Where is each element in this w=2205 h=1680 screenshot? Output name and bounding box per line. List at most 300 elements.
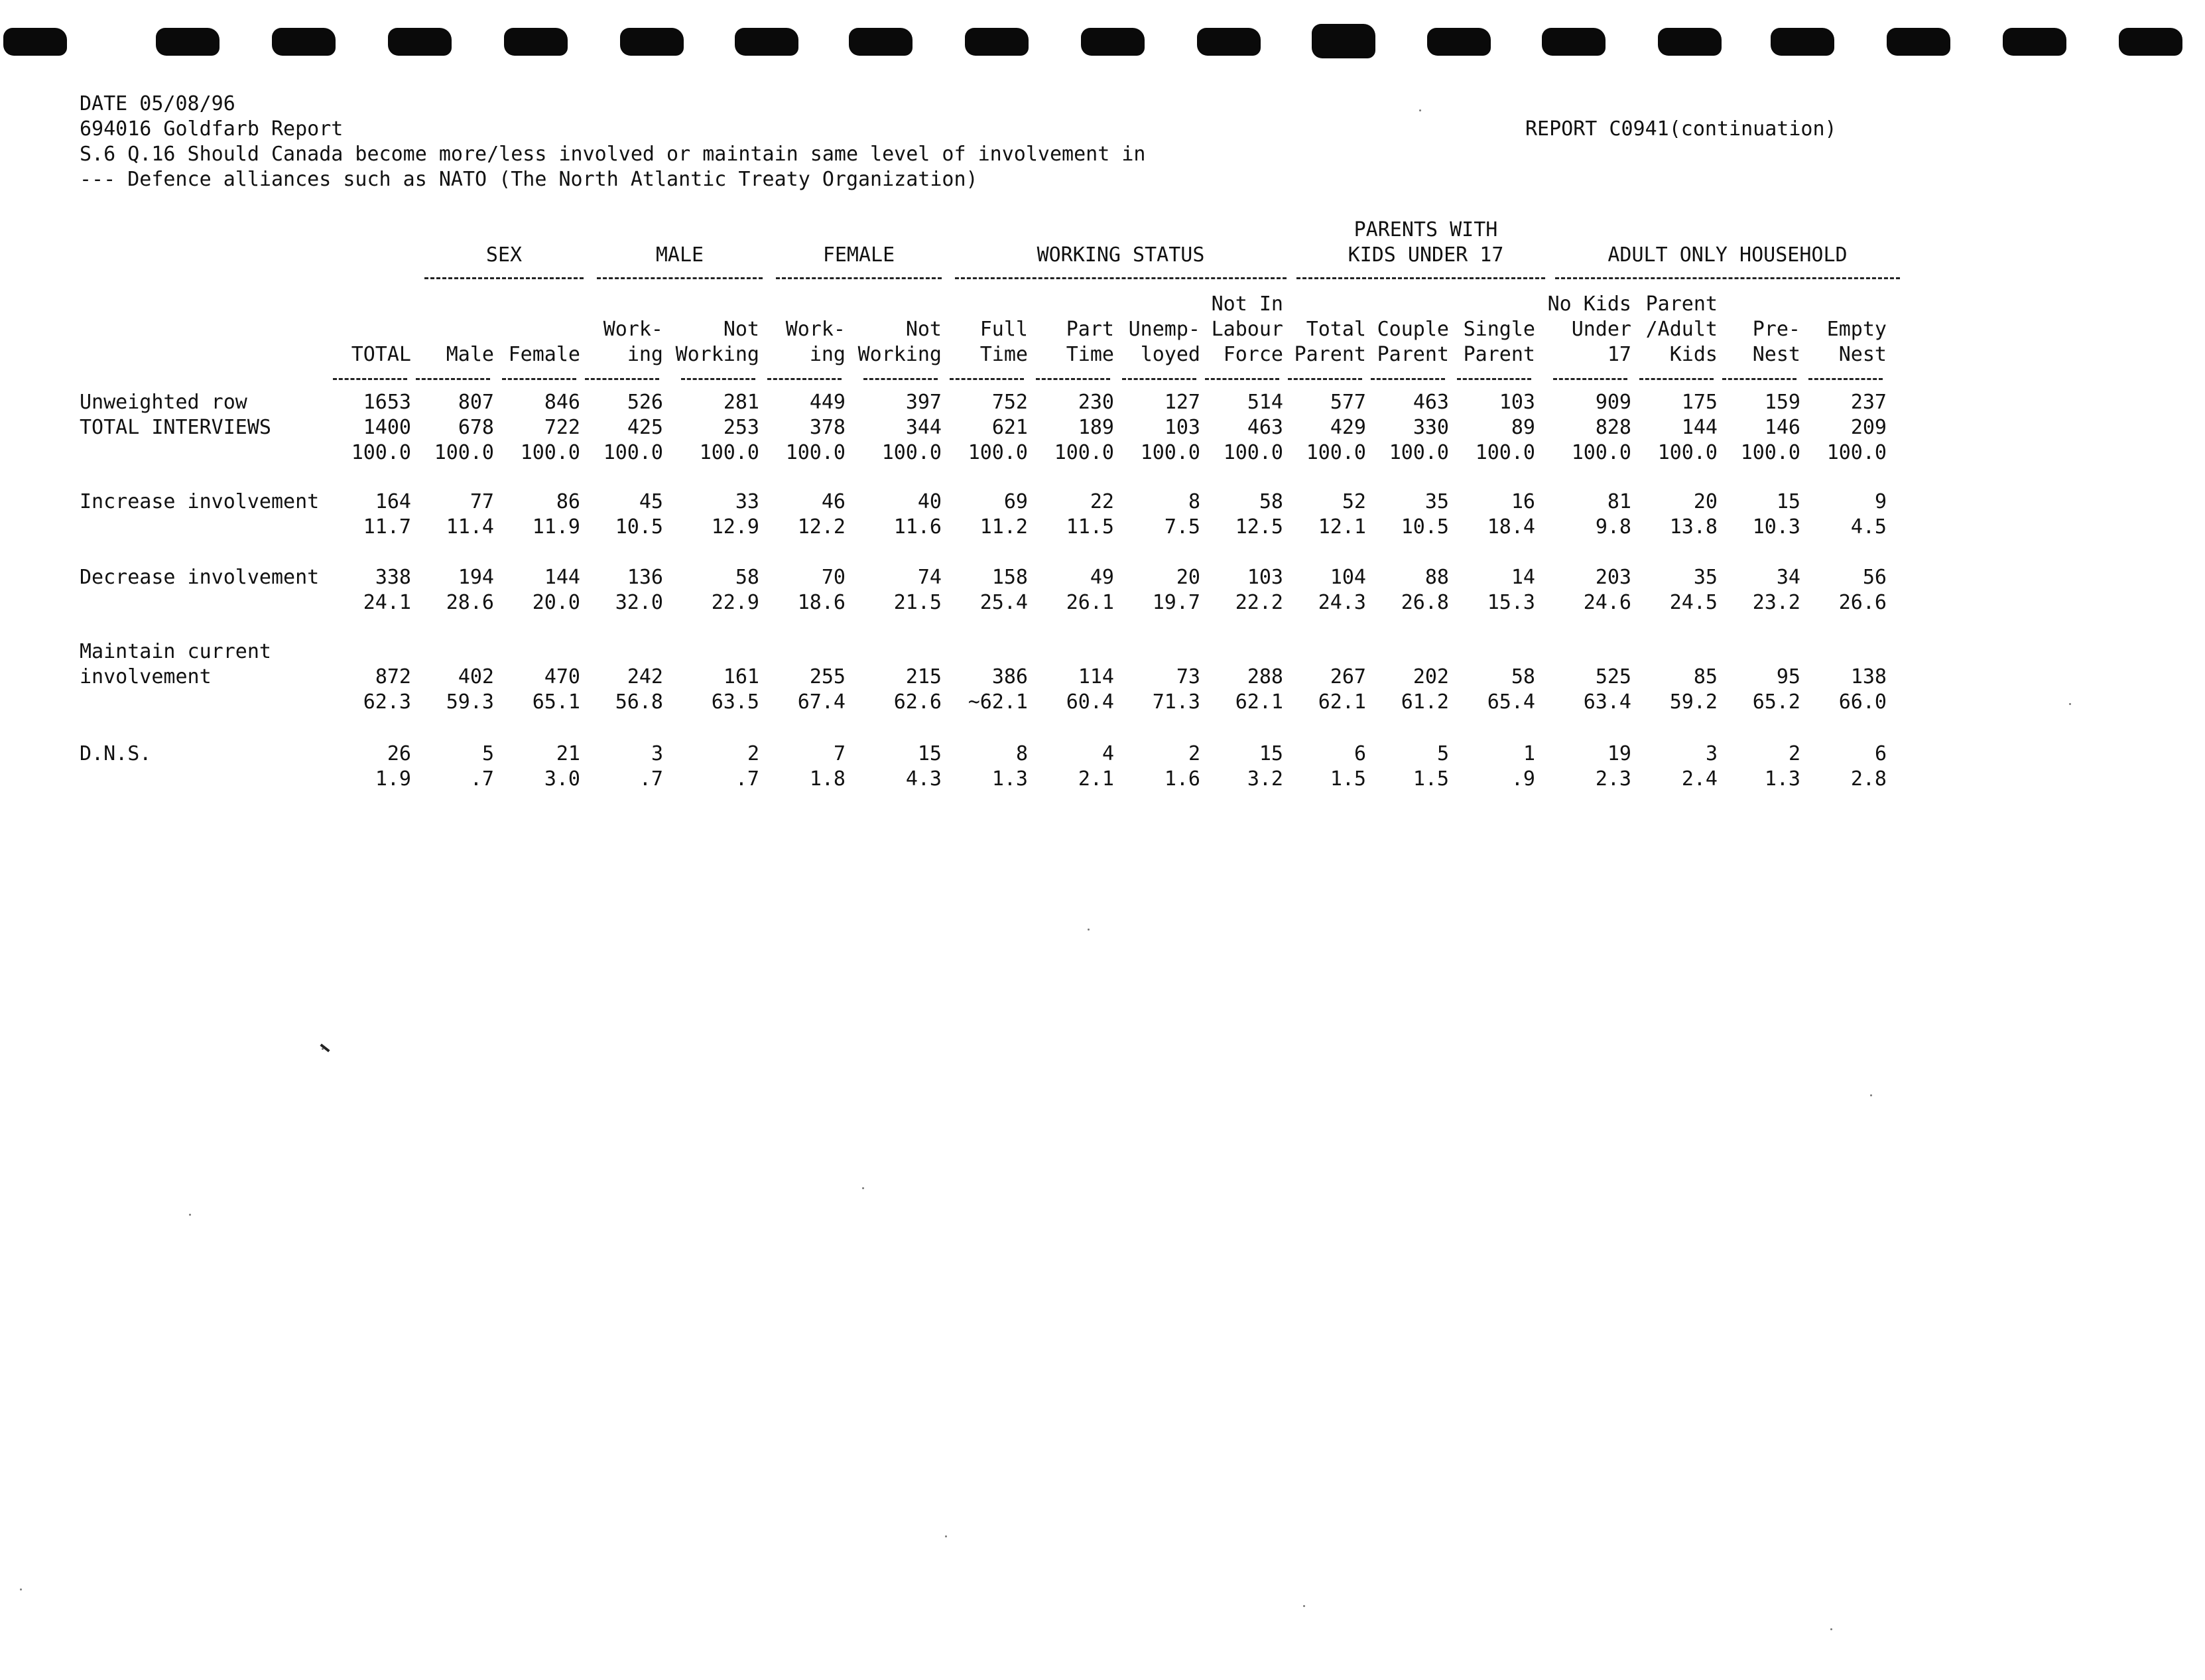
table-cell: 58 bbox=[1511, 665, 1535, 688]
table-cell: 58 bbox=[1259, 490, 1283, 513]
column-rule bbox=[767, 378, 842, 380]
punch-hole bbox=[1081, 28, 1145, 56]
punch-hole bbox=[620, 28, 684, 56]
table-cell: 61.2 bbox=[1401, 690, 1449, 714]
table-cell: 49 bbox=[1090, 566, 1114, 589]
table-cell: 85 bbox=[1693, 665, 1718, 688]
table-cell: 4.3 bbox=[905, 767, 942, 791]
table-cell: 514 bbox=[1247, 391, 1283, 414]
punch-hole bbox=[2119, 28, 2182, 56]
table-cell: ~62.1 bbox=[968, 690, 1028, 714]
punch-hole bbox=[1771, 28, 1834, 56]
table-cell: .7 bbox=[735, 767, 759, 791]
group-header-female: FEMALE bbox=[822, 243, 895, 267]
row-label: Decrease involvement bbox=[80, 566, 320, 589]
table-cell: 86 bbox=[556, 490, 580, 513]
table-cell: 3.2 bbox=[1247, 767, 1283, 791]
table-cell: 69 bbox=[1003, 490, 1028, 513]
table-cell: 24.6 bbox=[1583, 591, 1631, 614]
table-cell: 100.0 bbox=[520, 441, 580, 464]
table-cell: 2.3 bbox=[1595, 767, 1631, 791]
table-cell: 70 bbox=[821, 566, 846, 589]
column-header: Kids bbox=[1669, 343, 1718, 366]
row-label: Maintain current bbox=[80, 640, 271, 663]
column-header: Couple bbox=[1377, 318, 1449, 341]
punch-hole bbox=[1312, 24, 1375, 58]
group-header-parents-1: PARENTS WITH bbox=[1354, 218, 1498, 241]
column-header: Working bbox=[675, 343, 759, 366]
column-header: Not In bbox=[1211, 292, 1283, 316]
table-cell: 100.0 bbox=[699, 441, 759, 464]
table-cell: 12.9 bbox=[711, 515, 759, 539]
table-cell: 65.4 bbox=[1487, 690, 1535, 714]
column-header: 17 bbox=[1607, 343, 1631, 366]
table-cell: 1.5 bbox=[1413, 767, 1449, 791]
scan-speck bbox=[862, 1187, 864, 1189]
punch-holes bbox=[0, 20, 2205, 73]
table-cell: 1400 bbox=[363, 416, 411, 439]
column-header: Unemp- bbox=[1128, 318, 1200, 341]
question-text: S.6 Q.16 Should Canada become more/less involved or maintain same level of involvement in bbox=[80, 143, 1146, 166]
table-cell: 449 bbox=[809, 391, 846, 414]
punch-hole bbox=[2003, 28, 2066, 56]
column-rule bbox=[1722, 378, 1796, 380]
table-cell: 103 bbox=[1499, 391, 1535, 414]
column-header: ing bbox=[809, 343, 846, 366]
table-cell: 22.9 bbox=[711, 591, 759, 614]
table-cell: 6 bbox=[1354, 742, 1366, 765]
table-cell: 846 bbox=[544, 391, 580, 414]
column-rule bbox=[416, 378, 490, 380]
table-cell: 100.0 bbox=[1306, 441, 1366, 464]
punch-hole bbox=[965, 28, 1029, 56]
column-header: No Kids bbox=[1547, 292, 1631, 316]
table-cell: 56 bbox=[1862, 566, 1887, 589]
table-cell: 2.8 bbox=[1850, 767, 1887, 791]
table-cell: 828 bbox=[1595, 416, 1631, 439]
table-cell: 100.0 bbox=[351, 441, 411, 464]
table-cell: 24.5 bbox=[1669, 591, 1718, 614]
group-rule bbox=[424, 277, 584, 279]
table-cell: 62.1 bbox=[1235, 690, 1283, 714]
table-cell: 288 bbox=[1247, 665, 1283, 688]
table-cell: 255 bbox=[809, 665, 846, 688]
table-cell: 14 bbox=[1511, 566, 1535, 589]
table-cell: 25.4 bbox=[979, 591, 1028, 614]
table-cell: 215 bbox=[905, 665, 942, 688]
table-cell: 722 bbox=[544, 416, 580, 439]
column-rule bbox=[681, 378, 755, 380]
table-cell: 20 bbox=[1693, 490, 1718, 513]
column-header: Male bbox=[446, 343, 494, 366]
table-cell: 1.6 bbox=[1164, 767, 1200, 791]
table-cell: 65.1 bbox=[532, 690, 580, 714]
table-cell: 22 bbox=[1090, 490, 1114, 513]
table-cell: 16 bbox=[1511, 490, 1535, 513]
row-label: involvement bbox=[80, 665, 212, 688]
row-label: Increase involvement bbox=[80, 490, 320, 513]
table-cell: 146 bbox=[1764, 416, 1800, 439]
table-cell: 71.3 bbox=[1152, 690, 1200, 714]
table-cell: 66.0 bbox=[1838, 690, 1887, 714]
table-cell: 62.1 bbox=[1318, 690, 1366, 714]
punch-hole bbox=[1887, 28, 1950, 56]
table-cell: 35 bbox=[1424, 490, 1449, 513]
table-cell: 81 bbox=[1607, 490, 1631, 513]
column-rule bbox=[950, 378, 1024, 380]
table-cell: 3.0 bbox=[544, 767, 580, 791]
punch-hole bbox=[388, 28, 452, 56]
table-cell: 60.4 bbox=[1066, 690, 1114, 714]
table-cell: 18.4 bbox=[1487, 515, 1535, 539]
table-cell: 24.1 bbox=[363, 591, 411, 614]
table-cell: 1.9 bbox=[375, 767, 411, 791]
column-rule bbox=[1371, 378, 1445, 380]
table-cell: 397 bbox=[905, 391, 942, 414]
column-header: Nest bbox=[1752, 343, 1800, 366]
punch-hole bbox=[3, 28, 67, 56]
table-cell: 100.0 bbox=[434, 441, 494, 464]
table-cell: 100.0 bbox=[1571, 441, 1631, 464]
table-cell: 10.3 bbox=[1752, 515, 1800, 539]
table-cell: 9.8 bbox=[1595, 515, 1631, 539]
table-cell: 463 bbox=[1413, 391, 1449, 414]
table-cell: 378 bbox=[809, 416, 846, 439]
table-cell: 1.3 bbox=[991, 767, 1028, 791]
table-cell: 34 bbox=[1776, 566, 1800, 589]
column-header: Under bbox=[1571, 318, 1631, 341]
table-cell: 100.0 bbox=[785, 441, 846, 464]
scan-speck bbox=[20, 1588, 22, 1590]
table-cell: 2.1 bbox=[1078, 767, 1114, 791]
scan-speck bbox=[1830, 1628, 1832, 1630]
table-cell: 242 bbox=[627, 665, 663, 688]
punch-hole bbox=[156, 28, 220, 56]
table-cell: 8 bbox=[1188, 490, 1200, 513]
punch-hole bbox=[849, 28, 913, 56]
column-header: Part bbox=[1066, 318, 1114, 341]
subquestion-text: --- Defence alliances such as NATO (The North Atlantic Treaty Organization) bbox=[80, 168, 978, 191]
table-cell: 577 bbox=[1330, 391, 1366, 414]
table-cell: 26 bbox=[387, 742, 411, 765]
column-rule bbox=[1036, 378, 1110, 380]
table-cell: 1 bbox=[1523, 742, 1535, 765]
table-cell: 209 bbox=[1850, 416, 1887, 439]
group-header-male: MALE bbox=[655, 243, 704, 267]
table-cell: 386 bbox=[991, 665, 1028, 688]
table-cell: 6 bbox=[1874, 742, 1887, 765]
table-cell: 46 bbox=[821, 490, 846, 513]
table-cell: 73 bbox=[1176, 665, 1200, 688]
table-cell: 26.6 bbox=[1838, 591, 1887, 614]
column-header: Parent bbox=[1294, 343, 1366, 366]
table-cell: 2 bbox=[747, 742, 759, 765]
table-cell: 330 bbox=[1413, 416, 1449, 439]
table-cell: 12.1 bbox=[1318, 515, 1366, 539]
table-cell: 100.0 bbox=[1389, 441, 1449, 464]
scan-speck bbox=[1870, 1094, 1872, 1096]
column-header: Nest bbox=[1838, 343, 1887, 366]
table-cell: 11.4 bbox=[446, 515, 494, 539]
table-cell: 807 bbox=[458, 391, 494, 414]
table-cell: 59.3 bbox=[446, 690, 494, 714]
table-cell: 470 bbox=[544, 665, 580, 688]
table-cell: 2.4 bbox=[1681, 767, 1718, 791]
table-cell: 100.0 bbox=[1054, 441, 1114, 464]
table-cell: 100.0 bbox=[1740, 441, 1800, 464]
group-header-working-status: WORKING STATUS bbox=[1037, 243, 1205, 267]
table-cell: 11.2 bbox=[979, 515, 1028, 539]
punch-hole bbox=[1658, 28, 1722, 56]
table-cell: 62.6 bbox=[893, 690, 942, 714]
table-cell: 253 bbox=[723, 416, 759, 439]
table-cell: 15 bbox=[1776, 490, 1800, 513]
column-header: Parent bbox=[1645, 292, 1718, 316]
table-cell: 74 bbox=[917, 566, 942, 589]
scan-speck bbox=[945, 1535, 947, 1537]
group-header-sex: SEX bbox=[485, 243, 523, 267]
table-cell: 19 bbox=[1607, 742, 1631, 765]
table-cell: 189 bbox=[1078, 416, 1114, 439]
table-cell: 4.5 bbox=[1850, 515, 1887, 539]
column-header: Parent bbox=[1377, 343, 1449, 366]
punch-hole bbox=[1542, 28, 1606, 56]
column-rule bbox=[333, 378, 407, 380]
table-cell: 62.3 bbox=[363, 690, 411, 714]
column-rule bbox=[1639, 378, 1714, 380]
punch-hole bbox=[272, 28, 336, 56]
table-cell: 21 bbox=[556, 742, 580, 765]
column-rule bbox=[1205, 378, 1279, 380]
column-header: Full bbox=[979, 318, 1028, 341]
table-cell: 164 bbox=[375, 490, 411, 513]
table-cell: 158 bbox=[991, 566, 1028, 589]
table-cell: 15 bbox=[917, 742, 942, 765]
column-header: TOTAL bbox=[351, 343, 411, 366]
column-rule bbox=[585, 378, 659, 380]
table-cell: 203 bbox=[1595, 566, 1631, 589]
report-id: REPORT C0941(continuation) bbox=[1525, 117, 1837, 141]
scan-speck bbox=[189, 1214, 191, 1216]
column-rule bbox=[1288, 378, 1362, 380]
table-cell: 344 bbox=[905, 416, 942, 439]
column-header: Pre- bbox=[1752, 318, 1800, 341]
table-cell: 11.6 bbox=[893, 515, 942, 539]
column-header: Force bbox=[1223, 343, 1283, 366]
column-rule bbox=[1457, 378, 1531, 380]
column-rule bbox=[863, 378, 938, 380]
table-cell: 338 bbox=[375, 566, 411, 589]
column-header: loyed bbox=[1140, 343, 1200, 366]
column-header: Not bbox=[905, 318, 942, 341]
table-cell: 402 bbox=[458, 665, 494, 688]
table-cell: 26.8 bbox=[1401, 591, 1449, 614]
table-cell: 18.6 bbox=[797, 591, 846, 614]
table-cell: 63.4 bbox=[1583, 690, 1631, 714]
table-cell: 20.0 bbox=[532, 591, 580, 614]
table-cell: 525 bbox=[1595, 665, 1631, 688]
punch-hole bbox=[1427, 28, 1491, 56]
table-cell: 33 bbox=[735, 490, 759, 513]
row-label: D.N.S. bbox=[80, 742, 152, 765]
table-cell: 89 bbox=[1511, 416, 1535, 439]
table-cell: 11.7 bbox=[363, 515, 411, 539]
table-cell: 10.5 bbox=[1401, 515, 1449, 539]
column-header: Working bbox=[857, 343, 942, 366]
table-cell: 114 bbox=[1078, 665, 1114, 688]
table-cell: 3 bbox=[651, 742, 663, 765]
table-cell: 7 bbox=[833, 742, 846, 765]
table-cell: 12.5 bbox=[1235, 515, 1283, 539]
table-cell: 100.0 bbox=[1223, 441, 1283, 464]
scan-speck bbox=[2069, 703, 2071, 705]
table-cell: 100.0 bbox=[1657, 441, 1718, 464]
table-cell: 909 bbox=[1595, 391, 1631, 414]
group-rule bbox=[1296, 277, 1545, 279]
table-cell: 45 bbox=[639, 490, 663, 513]
column-header: Female bbox=[508, 343, 580, 366]
column-header: Total bbox=[1306, 318, 1366, 341]
punch-hole bbox=[504, 28, 568, 56]
table-cell: 19.7 bbox=[1152, 591, 1200, 614]
table-cell: 21.5 bbox=[893, 591, 942, 614]
table-cell: 678 bbox=[458, 416, 494, 439]
table-cell: 40 bbox=[917, 490, 942, 513]
row-label: TOTAL INTERVIEWS bbox=[80, 416, 271, 439]
table-cell: 230 bbox=[1078, 391, 1114, 414]
column-rule bbox=[502, 378, 576, 380]
scan-speck bbox=[1419, 109, 1421, 111]
table-cell: 1653 bbox=[363, 391, 411, 414]
table-cell: 872 bbox=[375, 665, 411, 688]
table-cell: 161 bbox=[723, 665, 759, 688]
table-cell: 15 bbox=[1259, 742, 1283, 765]
table-cell: 59.2 bbox=[1669, 690, 1718, 714]
table-cell: 56.8 bbox=[615, 690, 663, 714]
group-header-parents-2: KIDS UNDER 17 bbox=[1348, 243, 1504, 267]
table-cell: 5 bbox=[1436, 742, 1449, 765]
table-cell: 20 bbox=[1176, 566, 1200, 589]
report-date: DATE 05/08/96 bbox=[80, 92, 235, 115]
table-cell: 15.3 bbox=[1487, 591, 1535, 614]
table-cell: 9 bbox=[1874, 490, 1887, 513]
table-cell: 463 bbox=[1247, 416, 1283, 439]
group-rule bbox=[776, 277, 942, 279]
table-cell: 26.1 bbox=[1066, 591, 1114, 614]
column-rule bbox=[1122, 378, 1196, 380]
group-rule bbox=[1555, 277, 1900, 279]
table-cell: 2 bbox=[1788, 742, 1800, 765]
table-cell: 194 bbox=[458, 566, 494, 589]
table-cell: 100.0 bbox=[881, 441, 942, 464]
column-header: Not bbox=[723, 318, 759, 341]
table-cell: 100.0 bbox=[1140, 441, 1200, 464]
table-cell: 13.8 bbox=[1669, 515, 1718, 539]
table-cell: 12.2 bbox=[797, 515, 846, 539]
table-cell: 23.2 bbox=[1752, 591, 1800, 614]
table-cell: .7 bbox=[470, 767, 494, 791]
table-cell: 281 bbox=[723, 391, 759, 414]
table-cell: 175 bbox=[1681, 391, 1718, 414]
table-cell: 526 bbox=[627, 391, 663, 414]
group-rule bbox=[955, 277, 1287, 279]
column-header: Work- bbox=[603, 318, 663, 341]
column-header: Time bbox=[979, 343, 1028, 366]
table-cell: 159 bbox=[1764, 391, 1800, 414]
column-header: ing bbox=[627, 343, 663, 366]
table-cell: 138 bbox=[1850, 665, 1887, 688]
table-cell: 5 bbox=[481, 742, 494, 765]
table-cell: 3 bbox=[1705, 742, 1718, 765]
table-cell: 144 bbox=[1681, 416, 1718, 439]
column-header: Work- bbox=[785, 318, 846, 341]
table-cell: 7.5 bbox=[1164, 515, 1200, 539]
table-cell: 103 bbox=[1164, 416, 1200, 439]
table-cell: 104 bbox=[1330, 566, 1366, 589]
table-cell: 28.6 bbox=[446, 591, 494, 614]
table-cell: 136 bbox=[627, 566, 663, 589]
table-cell: .9 bbox=[1511, 767, 1535, 791]
column-rule bbox=[1808, 378, 1883, 380]
table-cell: 95 bbox=[1776, 665, 1800, 688]
table-cell: 267 bbox=[1330, 665, 1366, 688]
table-cell: 1.3 bbox=[1764, 767, 1800, 791]
group-header-adult-only: ADULT ONLY HOUSEHOLD bbox=[1607, 243, 1848, 267]
column-header: Single bbox=[1463, 318, 1535, 341]
table-cell: 425 bbox=[627, 416, 663, 439]
table-cell: 1.5 bbox=[1330, 767, 1366, 791]
table-cell: 32.0 bbox=[615, 591, 663, 614]
table-cell: 100.0 bbox=[1475, 441, 1535, 464]
column-header: /Adult bbox=[1645, 318, 1718, 341]
table-cell: 67.4 bbox=[797, 690, 846, 714]
table-cell: 58 bbox=[735, 566, 759, 589]
table-cell: 88 bbox=[1424, 566, 1449, 589]
table-cell: 10.5 bbox=[615, 515, 663, 539]
table-cell: 103 bbox=[1247, 566, 1283, 589]
table-cell: 63.5 bbox=[711, 690, 759, 714]
column-header: Empty bbox=[1826, 318, 1887, 341]
table-cell: 35 bbox=[1693, 566, 1718, 589]
table-cell: 65.2 bbox=[1752, 690, 1800, 714]
column-rule bbox=[1553, 378, 1627, 380]
table-cell: 11.5 bbox=[1066, 515, 1114, 539]
row-label: Unweighted row bbox=[80, 391, 247, 414]
table-cell: 77 bbox=[470, 490, 494, 513]
punch-hole bbox=[1197, 28, 1261, 56]
table-cell: 100.0 bbox=[968, 441, 1028, 464]
table-cell: 100.0 bbox=[603, 441, 663, 464]
table-cell: 100.0 bbox=[1826, 441, 1887, 464]
group-rule bbox=[597, 277, 763, 279]
table-cell: .7 bbox=[639, 767, 663, 791]
table-cell: 24.3 bbox=[1318, 591, 1366, 614]
column-header: Labour bbox=[1211, 318, 1283, 341]
table-cell: 22.2 bbox=[1235, 591, 1283, 614]
table-cell: 752 bbox=[991, 391, 1028, 414]
table-cell: 2 bbox=[1188, 742, 1200, 765]
table-cell: 621 bbox=[991, 416, 1028, 439]
table-cell: 52 bbox=[1342, 490, 1366, 513]
table-cell: 4 bbox=[1102, 742, 1114, 765]
table-cell: 11.9 bbox=[532, 515, 580, 539]
report-name: 694016 Goldfarb Report bbox=[80, 117, 344, 141]
table-cell: 8 bbox=[1015, 742, 1028, 765]
column-header: Time bbox=[1066, 343, 1114, 366]
table-cell: 429 bbox=[1330, 416, 1366, 439]
column-header: Parent bbox=[1463, 343, 1535, 366]
table-cell: 144 bbox=[544, 566, 580, 589]
